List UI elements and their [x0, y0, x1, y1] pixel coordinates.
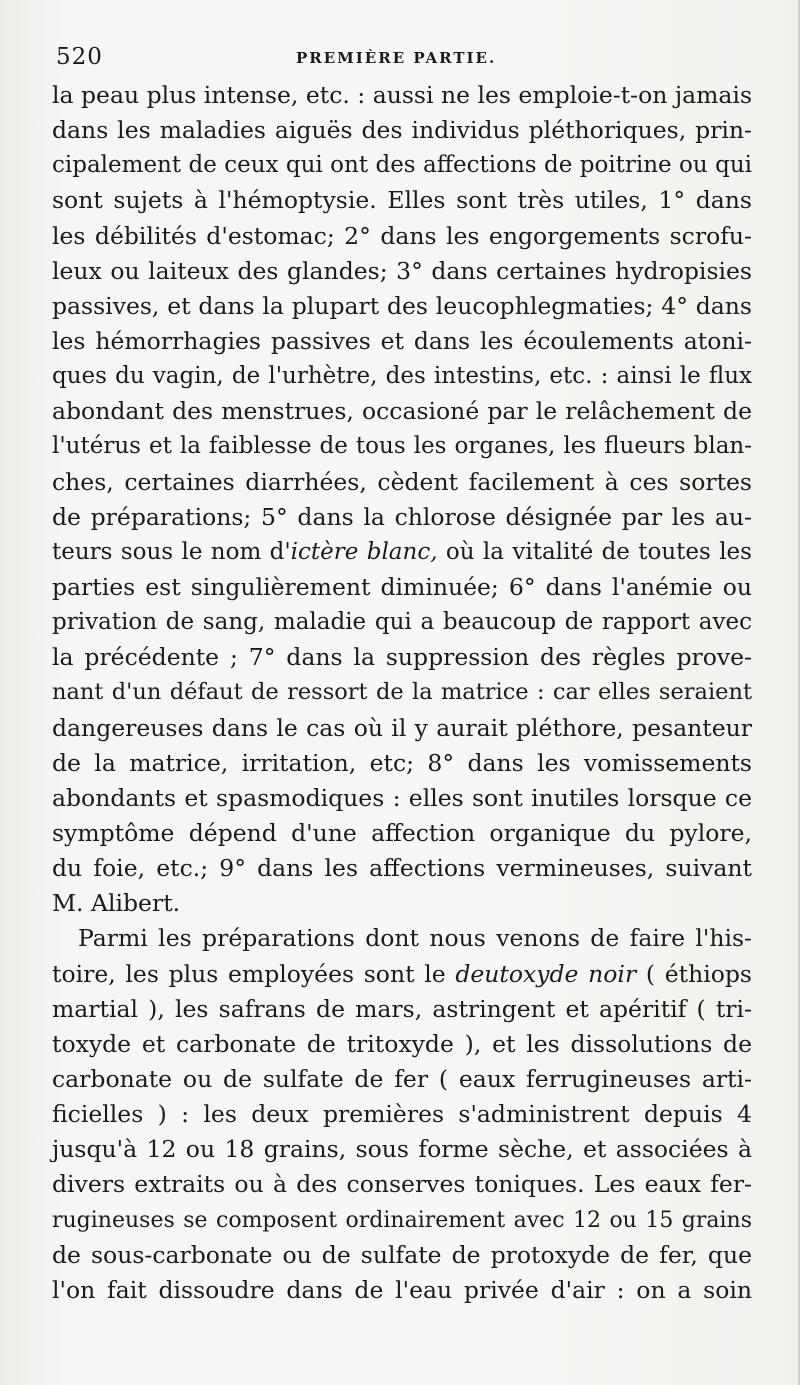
text-line: parties est singulièrement diminuée; 6° dans l'anémie ou — [52, 572, 752, 601]
text-line: dangereuses dans le cas où il y aurait pléthore, pesanteur — [52, 713, 752, 742]
text-line: l'on fait dissoudre dans de l'eau privée d'air : on a soin — [52, 1275, 752, 1304]
text-segment: où la vitalité de toutes les — [437, 538, 752, 565]
italic-term: ictère blanc, — [290, 538, 438, 565]
text-line: de préparations; 5° dans la chlorose désignée par les au- — [52, 502, 752, 531]
text-line: la peau plus intense, etc. : aussi ne les emploie-t-on jamais — [52, 81, 752, 109]
paragraph-start-line: Parmi les préparations dont nous venons de faire l'his- — [78, 924, 752, 953]
text-line: symptôme dépend d'une affection organique du pylore, — [52, 818, 752, 847]
text-line: divers extraits ou à des conserves toniques. Les eaux fer- — [52, 1170, 752, 1199]
text-line: ches, certaines diarrhées, cèdent facilement à ces sortes — [52, 467, 752, 496]
italic-term: deutoxyde noir — [455, 959, 637, 988]
running-title: PREMIÈRE PARTIE. — [296, 49, 497, 67]
text-segment: teurs sous le nom d' — [52, 538, 291, 565]
text-line: les débilités d'estomac; 2° dans les engorgements scrofu- — [52, 221, 752, 250]
text-line: cipalement de ceux qui ont des affections de poitrine ou qui — [52, 152, 752, 179]
text-line: rugineuses se composent ordinairement avec 12 ou 15 grains — [52, 1207, 752, 1233]
text-line: l'utérus et la faiblesse de tous les organes, les flueurs blan- — [52, 433, 752, 460]
text-line: les hémorrhagies passives et dans les écoulements atoni- — [52, 326, 752, 355]
text-segment: ( éthiops — [636, 959, 752, 988]
text-line: de la matrice, irritation, etc; 8° dans les vomissements — [52, 748, 752, 777]
text-line: de sous-carbonate ou de sulfate de protoxyde de fer, que — [52, 1240, 752, 1269]
running-head — [56, 44, 756, 74]
text-line: ques du vagin, de l'urhètre, des intestins, etc. : ainsi le flux — [52, 363, 752, 390]
text-line: toxyde et carbonate de tritoxyde ), et les dissolutions de — [52, 1029, 752, 1058]
text-line: ficielles ) : les deux premières s'administrent depuis 4 — [52, 1100, 752, 1129]
paragraph-end-line: M. Alibert. — [52, 889, 181, 918]
body-text — [52, 78, 752, 1308]
text-line: nant d'un défaut de ressort de la matrice : car elles seraient — [52, 679, 752, 706]
text-line-italic-term — [52, 535, 752, 570]
text-line: la précédente ; 7° dans la suppression des règles prove- — [52, 643, 752, 672]
text-line-italic-term — [52, 957, 752, 992]
text-line: martial ), les safrans de mars, astringent et apéritif ( tri- — [52, 994, 752, 1023]
page-number: 520 — [56, 44, 103, 70]
text-line: abondants et spasmodiques : elles sont inutiles lorsque ce — [52, 783, 752, 812]
text-line: jusqu'à 12 ou 18 grains, sous forme sèche, et associées à — [52, 1135, 752, 1164]
text-line: passives, et dans la plupart des leucophlegmaties; 4° dans — [52, 291, 752, 320]
text-line: abondant des menstrues, occasioné par le relâchement de — [52, 397, 752, 426]
text-line: carbonate ou de sulfate de fer ( eaux ferrugineuses arti- — [52, 1064, 752, 1093]
text-line: leux ou laiteux des glandes; 3° dans certaines hydropisies — [52, 256, 752, 285]
text-line: du foie, etc.; 9° dans les affections vermineuses, suivant — [52, 854, 752, 883]
text-line: sont sujets à l'hémoptysie. Elles sont très utiles, 1° dans — [52, 186, 752, 215]
text-line: privation de sang, maladie qui a beaucoup de rapport avec — [52, 609, 752, 636]
text-line: dans les maladies aiguës des individus pléthoriques, prin- — [52, 116, 752, 145]
text-segment: toire, les plus employées sont le — [52, 959, 456, 988]
